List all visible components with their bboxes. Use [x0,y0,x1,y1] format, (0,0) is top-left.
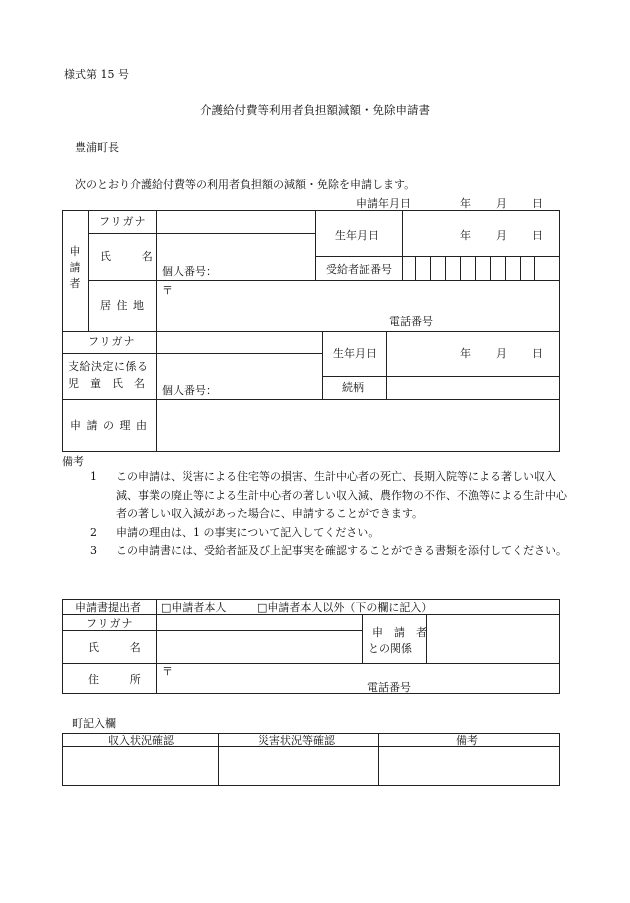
reason-field[interactable] [160,402,556,448]
town-col-income: 収入状況確認 [108,734,174,747]
town-income-field[interactable] [64,748,216,784]
child-relationship-label: 続柄 [342,381,364,394]
submitter-relationship-line2: との関係 [368,642,412,655]
form-number: 様式第 15 号 [64,68,129,81]
submitter-address-label: 住 所 [88,673,151,686]
town-disaster-field[interactable] [220,748,376,784]
child-name-label-line2: 児 童 氏 名 [68,377,145,390]
applicant-address-field[interactable] [176,283,556,311]
note-item-2: 2 申請の理由は、1 の事実について記入してください。 [90,525,380,539]
applicant-name-label: 氏 名 [100,250,163,263]
child-birthdate-month: 月 [496,347,507,360]
submitter-name-field[interactable] [158,632,360,661]
child-individual-number-label: 個人番号： [162,384,217,397]
application-date-month: 月 [496,197,507,210]
application-date-label: 申請年月日 [356,197,411,210]
form-title: 介護給付費等利用者負担額減額・免除申請書 [200,103,430,117]
child-name-label-line1: 支給決定に係る [68,360,149,373]
submitter-label: 申請書提出者 [75,601,141,614]
addressee: 豊浦町長 [75,141,119,154]
applicant-birthdate-day: 日 [532,229,543,242]
submitter-option-self[interactable]: □申請者本人 [161,601,227,614]
intro-text: 次のとおり介護給付費等の利用者負担額の減額・免除を申請します。 [75,178,416,191]
submitter-furigana-label: フリガナ [86,617,134,630]
applicant-furigana-field[interactable] [158,213,313,231]
recipient-cert-label: 受給者証番号 [326,263,392,276]
applicant-birthdate-label: 生年月日 [335,229,379,242]
town-remarks-field[interactable] [380,748,558,784]
applicant-section-label: 申 請 者 [69,245,81,290]
child-furigana-field[interactable] [158,334,320,351]
town-col-remarks: 備考 [456,734,478,747]
submitter-relationship-line1: 申 請 者 [372,626,427,639]
submitter-furigana-field[interactable] [158,616,360,629]
child-relationship-field[interactable] [390,379,556,396]
child-birthdate-year: 年 [460,347,471,360]
application-date-day: 日 [532,197,543,210]
notes-list [90,468,568,561]
submitter-relationship-field[interactable] [428,616,558,661]
submitter-name-label: 氏 名 [88,641,151,654]
applicant-birthdate-year: 年 [460,229,471,242]
note-item-1: 1 この申請は、災害による住宅等の損害、生計中心者の死亡、長期入院等による著しい収入減、事業の廃止等による生計中心者の著しい収入減、農作物の不作、不漁等による生計中心者の著しい収入減があった場合に、申請することができます。 [90,470,567,520]
reason-label: 申請の理由 [70,419,153,432]
applicant-postal-mark: 〒 [162,284,173,297]
applicant-birthdate-month: 月 [496,229,507,242]
note-item-3: 3 この申請書には、受給者証及び上記事実を確認することができる書類を添付してください。 [90,544,567,557]
submitter-address-field[interactable] [176,665,556,681]
application-date-year: 年 [460,197,471,210]
submitter-option-other[interactable]: □申請者本人以外（下の欄に記入） [257,601,433,614]
applicant-furigana-label: フリガナ [99,215,147,228]
child-individual-number-field[interactable] [220,380,318,396]
child-furigana-label: フリガナ [88,335,136,348]
applicant-individual-number-field[interactable] [220,262,312,278]
child-birthdate-day: 日 [532,347,543,360]
applicant-address-label: 居住地 [100,299,150,312]
applicant-individual-number-label: 個人番号： [162,265,217,278]
applicant-phone-label: 電話番号 [389,315,433,328]
notes-heading: 備考 [62,455,84,468]
submitter-postal-mark: 〒 [162,665,173,678]
town-section-heading: 町記入欄 [72,717,116,730]
submitter-phone-label: 電話番号 [367,681,411,694]
town-col-disaster: 災害状況等確認 [258,734,335,747]
child-birthdate-label: 生年月日 [333,347,377,360]
